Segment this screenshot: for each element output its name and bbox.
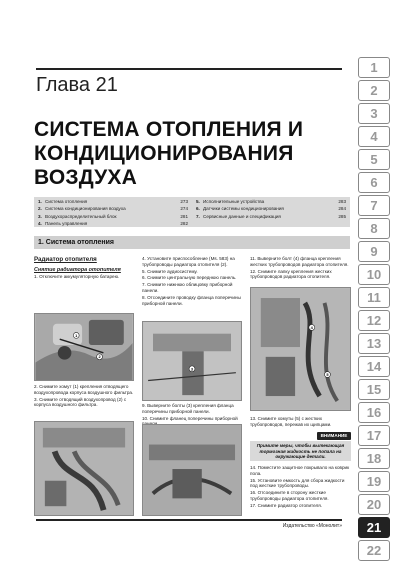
step-14: 14. Поместите защитное покрывало на коврик пола. [250, 465, 350, 476]
toc-number: 2. [38, 206, 42, 212]
column-3-bottom [250, 465, 350, 510]
bottom-rule [36, 519, 342, 521]
toc-page: 284 [338, 206, 346, 212]
step-9: 9. Выверните болты (3) крепления фланца поперечины приборной панели. [142, 403, 234, 414]
photo-air-duct [34, 313, 134, 381]
chapter-tab-19[interactable]: 19 [358, 471, 390, 492]
step-11: 11. Выверните болт (4) фланца крепления жестких трубопроводов радиатора отопителя. [250, 256, 349, 267]
step-1: 1. Отключите аккумуляторную батарею. [34, 274, 120, 279]
photo-dashboard-flange [142, 321, 242, 401]
step-15: 15. Установите емкость для сбора жидкости под жесткие трубопроводы. [250, 477, 345, 489]
toc-title: Система отопления [45, 199, 88, 204]
photo-radiator-pipes [250, 287, 351, 411]
column-1-middle [34, 384, 134, 409]
chapter-tab-7[interactable]: 7 [358, 195, 390, 216]
toc-title: Исполнительные устройства [203, 199, 265, 204]
step-17: 17. Снимите радиатор отопителя. [250, 502, 322, 508]
toc-item[interactable] [196, 206, 346, 213]
procedure-heading: Снятие радиатора отопителя [34, 267, 121, 273]
chapter-tab-16[interactable]: 16 [358, 402, 390, 423]
column-3 [250, 256, 350, 281]
chapter-tab-21[interactable]: 21 [358, 517, 390, 538]
step-7: 7. Снимите нижнюю облицовку приборной панели. [142, 282, 233, 293]
callout-4: 4 [310, 324, 313, 330]
callout-3: 3 [190, 366, 194, 372]
toc-number: 1. [38, 199, 42, 204]
chapter-tab-8[interactable]: 8 [358, 218, 390, 239]
chapter-tab-11[interactable]: 11 [358, 287, 390, 308]
publisher-label: Издательство «Монолит» [282, 523, 342, 529]
chapter-tab-4[interactable]: 4 [358, 126, 390, 147]
toc-page: 282 [180, 221, 188, 227]
chapter-tab-10[interactable]: 10 [358, 264, 390, 285]
chapter-tab-2[interactable]: 2 [358, 80, 390, 101]
photo-crossmember [142, 424, 242, 516]
notice-label: ВНИМАНИЕ [317, 432, 351, 440]
toc-item[interactable] [196, 199, 346, 206]
step-6: 6. Снимите центральную переднюю панель. [142, 275, 237, 281]
callout-1: 1 [75, 332, 78, 338]
section-heading: 1. Система отопления [34, 236, 350, 249]
toc-number: 4. [38, 221, 42, 227]
chapter-tabs [358, 57, 390, 563]
chapter-label: Глава 21 [36, 74, 118, 96]
step-5: 5. Снимите аудиосистему. [142, 268, 198, 274]
chapter-tab-9[interactable]: 9 [358, 241, 390, 262]
chapter-tab-5[interactable]: 5 [358, 149, 390, 170]
crossmember-illustration [143, 425, 241, 515]
step-10: 10. Снимите фланец поперечины приборной [142, 415, 238, 421]
subsection-heading: Радиатор отопителя [34, 256, 97, 263]
step-13: 13. Снимите хомуты (5) с жестких трубопроводов, пережав их щипцами. [250, 416, 332, 427]
step-8: 8. Отсоедините проводку фланца поперечины приборной панели. [142, 294, 241, 306]
step-2: 2. Снимите хомут (1) крепления отводящего воздухопровода корпуса воздушного фильтра. [34, 384, 134, 395]
toc-number: 5. [196, 199, 200, 204]
column-2 [142, 256, 242, 307]
toc-page: 273 [180, 199, 188, 204]
toc-page: 274 [180, 206, 188, 212]
engine-bay-illustration [35, 314, 133, 380]
toc-page: 283 [338, 199, 346, 204]
toc-title: Датчики системы кондиционирования [203, 206, 284, 212]
chapter-tab-12[interactable]: 12 [358, 310, 390, 331]
toc-title: Система кондиционирования воздуха [45, 206, 126, 212]
step-12: 12. Снимите лапку крепления жестких трубопроводов радиатора отопителя. [250, 268, 332, 280]
toc-left-column [38, 199, 188, 225]
top-rule [36, 68, 342, 70]
toc-item[interactable] [38, 221, 188, 228]
toc-item[interactable] [38, 214, 188, 221]
callout-5: 5 [326, 371, 329, 377]
callout-2: 2 [98, 354, 101, 360]
chapter-tab-20[interactable]: 20 [358, 494, 390, 515]
pipes-illustration [35, 422, 133, 515]
step-16: 16. Отсоедините в сторону жесткие трубопроводы радиатора отопителя. [250, 490, 329, 501]
chapter-tab-13[interactable]: 13 [358, 333, 390, 354]
notice-box: Примите меры, чтобы вытекающая тормозная жидкость не попала на окружающие детали. [250, 441, 351, 461]
toc-title: Панель управления [45, 221, 88, 227]
chapter-tab-17[interactable]: 17 [358, 425, 390, 446]
chapter-tab-18[interactable]: 18 [358, 448, 390, 469]
toc-number: 3. [38, 213, 42, 219]
chapter-tab-3[interactable]: 3 [358, 103, 390, 124]
chapter-tab-6[interactable]: 6 [358, 172, 390, 193]
radiator-illustration [251, 288, 350, 410]
step-3: 3. Снимите отводящий воздухопровод (2) с корпуса воздушного фильтра. [34, 396, 127, 408]
chapter-tab-1[interactable]: 1 [358, 57, 390, 78]
toc-page: 281 [180, 213, 188, 219]
toc-title: Сервисные данные и спецификация [203, 213, 281, 219]
column-3-middle [250, 416, 350, 429]
toc-title: Воздухораспределительный блок [45, 213, 117, 219]
photo-heater-pipes [34, 421, 134, 516]
dashboard-illustration [143, 322, 241, 400]
toc-item[interactable] [38, 206, 188, 213]
toc-number: 6. [196, 206, 200, 212]
toc-right-column [196, 199, 346, 225]
chapter-tab-14[interactable]: 14 [358, 356, 390, 377]
chapter-tab-15[interactable]: 15 [358, 379, 390, 400]
toc-item[interactable] [38, 199, 188, 206]
toc-number: 7. [196, 213, 200, 219]
step-4: 4. Установите приспособление (Ms. 583) на трубопроводы радиатора отопителя (2). [142, 256, 235, 267]
page-title: СИСТЕМА ОТОПЛЕНИЯ И КОНДИЦИОНИРОВАНИЯ ВОЗДУХА [34, 118, 304, 189]
toc-item[interactable] [196, 214, 346, 221]
toc-page: 285 [338, 213, 346, 219]
table-of-contents [34, 197, 350, 227]
chapter-tab-22[interactable]: 22 [358, 540, 390, 561]
column-1 [34, 256, 134, 281]
